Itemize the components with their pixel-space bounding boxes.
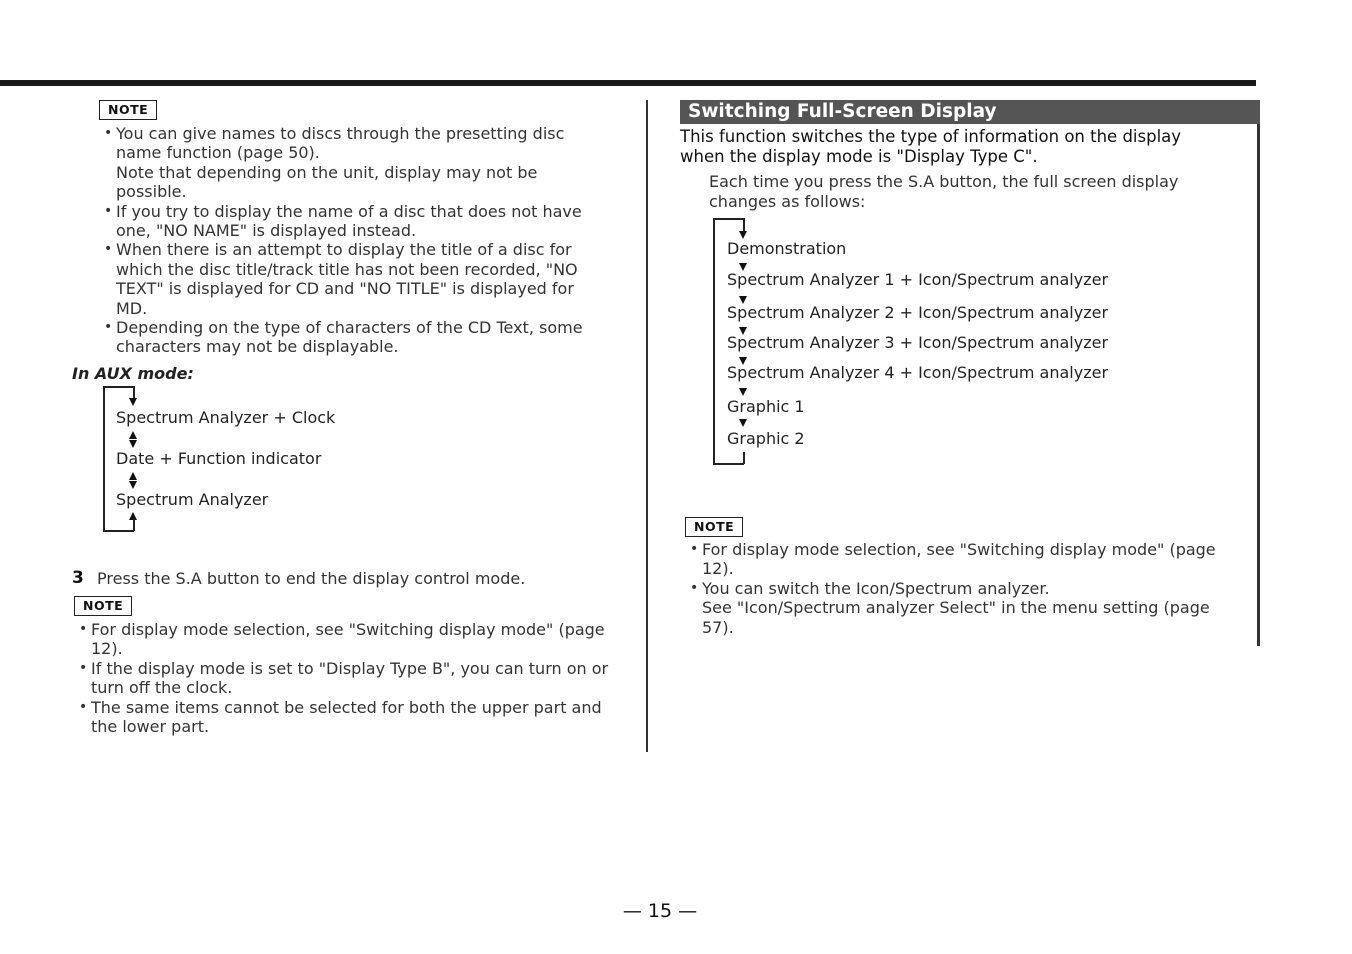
display-flow-item: Graphic 1	[727, 397, 805, 416]
note-item-line: • You can switch the Icon/Spectrum analyzer.	[702, 578, 1050, 598]
note-item	[116, 240, 626, 318]
note-item-line: • When there is an attempt to display the title of a disc for	[116, 240, 572, 260]
aux-flow-item: Date + Function indicator	[116, 449, 322, 468]
arrow-down-icon	[129, 481, 137, 489]
step-number: 3	[72, 568, 84, 588]
note-item	[702, 540, 1250, 579]
flow-frame-left	[103, 386, 105, 531]
note-badge: NOTE	[99, 100, 157, 120]
note-item	[116, 318, 626, 357]
note-item-line: 57).	[702, 617, 734, 637]
note-item-line: • For display mode selection, see "Switching display mode" (page	[702, 540, 1216, 559]
display-flow-item: Graphic 2	[727, 429, 805, 448]
flow-frame-rise	[133, 519, 135, 531]
flow-frame-rise	[743, 452, 745, 464]
note-item	[91, 659, 636, 698]
note-item	[91, 620, 636, 659]
arrow-down-icon	[129, 440, 137, 448]
note-item-line: MD.	[116, 298, 148, 318]
note-list	[702, 540, 1250, 637]
display-flow-item: Spectrum Analyzer 4 + Icon/Spectrum analyzer	[727, 363, 1109, 382]
text-line: when the display mode is "Display Type C".	[680, 147, 1038, 166]
arrow-down-icon	[739, 388, 747, 396]
page-number: — 15 —	[622, 900, 698, 922]
text-line: Each time you press the S.A button, the full screen display	[709, 172, 1179, 191]
note-item	[91, 698, 636, 737]
text-line: changes as follows:	[709, 192, 866, 211]
arrow-down-icon	[129, 398, 137, 406]
note-item-line: 12).	[91, 639, 123, 659]
note-item-line: possible.	[116, 182, 187, 202]
right-edge-rule	[1257, 100, 1260, 646]
note-item-line: TEXT" is displayed for CD and "NO TITLE" is displayed for	[116, 279, 574, 299]
flow-frame-drop	[133, 386, 135, 398]
display-flow-item: Demonstration	[727, 239, 847, 258]
note-item-line: • Depending on the type of characters of the CD Text, some	[116, 318, 583, 338]
note-item-line: characters may not be displayable.	[116, 337, 399, 357]
note-item	[702, 579, 1250, 637]
display-flow-item: Spectrum Analyzer 2 + Icon/Spectrum analyzer	[727, 303, 1109, 322]
section-title: Switching Full-Screen Display	[680, 100, 1260, 124]
intro-text	[680, 127, 1250, 167]
note-item-line: 12).	[702, 559, 734, 579]
arrow-up-icon	[129, 472, 137, 480]
note-badge: NOTE	[685, 517, 743, 537]
flow-frame-bottom	[103, 530, 134, 532]
arrow-up-icon	[129, 431, 137, 439]
note-item-line: • The same items cannot be selected for both the upper part and	[91, 697, 602, 717]
note-item-line: turn off the clock.	[91, 678, 233, 698]
flow-frame-drop	[743, 218, 745, 231]
aux-flow-item: Spectrum Analyzer + Clock	[116, 408, 336, 427]
display-flow-item: Spectrum Analyzer 1 + Icon/Spectrum analyzer	[727, 270, 1109, 289]
note-item-line: name function (page 50).	[116, 143, 320, 163]
flow-frame-left	[713, 218, 715, 464]
note-item-line: which the disc title/track title has not been recorded, "NO	[116, 259, 578, 279]
note-item-line: the lower part.	[91, 717, 210, 737]
note-item-line: • For display mode selection, see "Switching display mode" (page	[91, 620, 605, 639]
note-item	[116, 202, 626, 241]
note-badge: NOTE	[74, 596, 132, 616]
aux-flow-item: Spectrum Analyzer	[116, 490, 269, 509]
step-text: Press the S.A button to end the display control mode.	[97, 569, 526, 588]
arrow-down-icon	[739, 419, 747, 427]
arrow-down-icon	[739, 231, 747, 239]
flow-frame-top	[103, 386, 134, 388]
note-item-line: See "Icon/Spectrum analyzer Select" in the menu setting (page	[702, 598, 1210, 618]
note-list	[91, 620, 636, 736]
flow-frame-bottom	[713, 463, 744, 465]
note-item-line: one, "NO NAME" is displayed instead.	[116, 221, 417, 241]
note-item-line: • You can give names to discs through the presetting disc	[116, 124, 565, 143]
note-item-line: • If the display mode is set to "Display Type B", you can turn on or	[91, 658, 609, 678]
note-item	[116, 124, 626, 202]
text-line: This function switches the type of information on the display	[680, 127, 1182, 146]
note-item-line: • If you try to display the name of a disc that does not have	[116, 201, 582, 221]
column-divider	[646, 100, 648, 752]
flow-frame-top	[713, 218, 744, 220]
top-rule	[0, 80, 1256, 86]
aux-mode-heading: In AUX mode:	[72, 364, 194, 383]
description-text	[709, 172, 1249, 212]
display-flow-item: Spectrum Analyzer 3 + Icon/Spectrum analyzer	[727, 333, 1109, 352]
note-item-line: Note that depending on the unit, display may not be	[116, 162, 538, 182]
note-list	[116, 124, 626, 357]
